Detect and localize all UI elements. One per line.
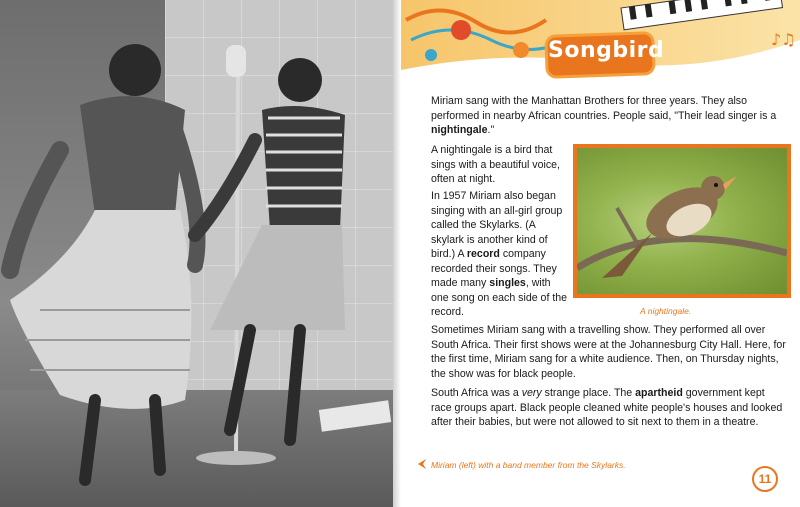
left-page-photo bbox=[0, 0, 393, 507]
paragraph-nightingale-definition: A nightingale is a bird that sings with a beautiful voice, often at night. bbox=[431, 144, 560, 185]
svg-text:♪♫: ♪♫ bbox=[771, 30, 796, 49]
paragraph-travelling-show: Sometimes Miriam sang with a travelling show. They performed all over South Africa. Their first shows were at the Johannesburg City Hall. Here, for the first time, Miriam sang for a white audience. Then, on Thursday nights, the show was for black people. bbox=[431, 324, 786, 380]
paragraph-skylarks: In 1957 Miriam also began singing with an all-girl group called the Skylarks. (A skylark is another kind of bird.) A record company recorded their songs. They made many singles, with one song on each side of the record. bbox=[431, 190, 568, 318]
nightingale-bird-icon bbox=[577, 148, 787, 294]
page-title: Songbird bbox=[548, 38, 665, 63]
paragraph-manhattan-brothers: Miriam sang with the Manhattan Brothers for three years. They also performed in nearby African countries. People said, "Their lead singer is a nightingale." bbox=[431, 95, 777, 136]
page-number: 11 bbox=[752, 466, 778, 492]
caption-arrow-icon bbox=[416, 458, 428, 470]
book-gutter bbox=[393, 0, 401, 507]
paragraph-apartheid: South Africa was a very strange place. The apartheid government kept race groups apart. Black people cleaned white people's houses and looked after their babies, but were not allowed to sit next to them in a theatre. bbox=[431, 387, 783, 428]
nightingale-photo bbox=[573, 144, 791, 298]
photo-figures bbox=[0, 0, 393, 507]
photo-caption: Miriam (left) with a band member from the Skylarks. bbox=[431, 460, 626, 470]
microphone-icon bbox=[226, 45, 246, 77]
nightingale-caption: A nightingale. bbox=[640, 306, 692, 316]
